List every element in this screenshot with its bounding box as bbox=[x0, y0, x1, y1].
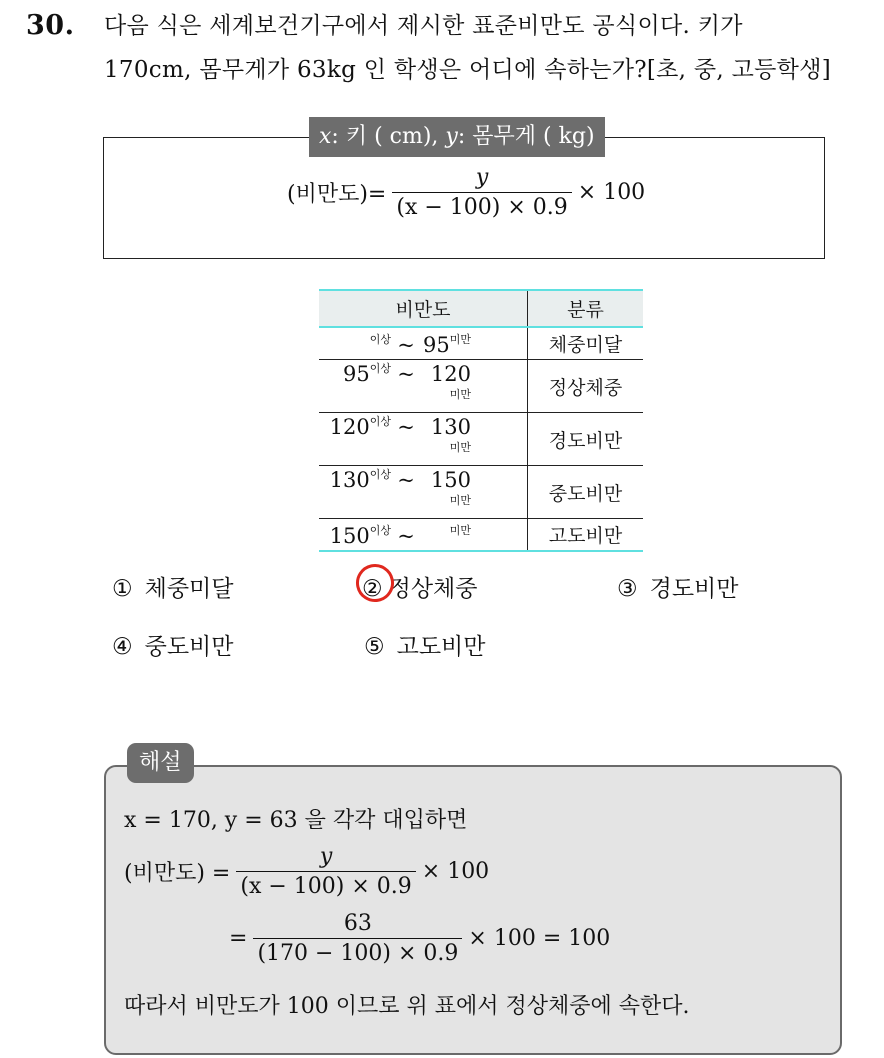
table-row bbox=[319, 519, 643, 552]
range-lower bbox=[319, 331, 391, 357]
explanation-conclusion: 따라서 비만도가 100 이므로 위 표에서 정상체중에 속한다. bbox=[124, 994, 690, 1019]
range-lower-qualifier: 이상 bbox=[369, 332, 391, 346]
choice-1-label: 체중미달 bbox=[144, 576, 234, 602]
bmi-range-cell bbox=[319, 519, 528, 552]
question-text-line2: 170cm, 몸무게가 63kg 인 학생은 어디에 속하는가?[초, 중, 고등학생] bbox=[104, 57, 831, 83]
range-lower-value: 150 bbox=[329, 523, 370, 548]
range-lower-qualifier: 이상 bbox=[369, 362, 391, 375]
step1-lhs: (비만도) = bbox=[124, 861, 231, 887]
range-tilde: ~ bbox=[397, 523, 415, 548]
range-lower-qualifier: 이상 bbox=[369, 523, 391, 537]
step1-denominator: (x − 100) × 0.9 bbox=[236, 871, 415, 898]
category-cell: 정상체중 bbox=[528, 360, 644, 413]
step2-denominator: (170 − 100) × 0.9 bbox=[253, 938, 462, 965]
table-header-row bbox=[319, 290, 643, 327]
range-upper bbox=[421, 415, 471, 465]
formula-lhs: (비만도)= bbox=[287, 182, 387, 208]
formula-variable-label bbox=[309, 117, 605, 157]
bmi-range-cell bbox=[319, 466, 528, 519]
choice-4[interactable] bbox=[112, 628, 234, 661]
choice-2-mark: ② bbox=[362, 576, 383, 602]
range-tilde: ~ bbox=[397, 468, 415, 492]
bmi-classification-table bbox=[319, 289, 643, 552]
explanation-step2 bbox=[229, 912, 610, 965]
choice-4-label: 중도비만 bbox=[144, 634, 234, 660]
range-tilde: ~ bbox=[397, 362, 415, 386]
table-row bbox=[319, 360, 643, 413]
range-tilde: ~ bbox=[397, 332, 415, 357]
choice-3-label: 경도비만 bbox=[649, 576, 739, 602]
range-upper-qualifier: 미만 bbox=[449, 332, 471, 346]
range-tilde: ~ bbox=[397, 415, 415, 439]
choice-4-mark: ④ bbox=[112, 634, 133, 660]
var-x: x bbox=[319, 124, 332, 149]
range-upper-qualifier: 미만 bbox=[449, 494, 471, 507]
range-upper-qualifier: 미만 bbox=[449, 441, 471, 454]
range-upper-qualifier: 미만 bbox=[449, 388, 471, 401]
explanation-substitution: x = 170, y = 63 을 각각 대입하면 bbox=[124, 808, 468, 833]
range-lower-value: 120 bbox=[329, 415, 370, 439]
choice-3[interactable] bbox=[617, 570, 739, 603]
range-upper bbox=[421, 331, 471, 357]
var-y-desc: : 몸무게 ( kg) bbox=[457, 124, 595, 149]
range-lower-value: 130 bbox=[329, 468, 370, 492]
header-category: 분류 bbox=[528, 290, 644, 327]
table-row bbox=[319, 327, 643, 360]
range-lower bbox=[319, 466, 391, 492]
range-lower-value: 95 bbox=[343, 362, 370, 386]
formula-denominator: (x − 100) × 0.9 bbox=[392, 192, 571, 219]
range-upper-qualifier: 미만 bbox=[449, 523, 471, 537]
choice-5-label: 고도비만 bbox=[396, 634, 486, 660]
range-lower-qualifier: 이상 bbox=[369, 468, 391, 481]
explanation-step1 bbox=[124, 845, 489, 898]
table-row bbox=[319, 466, 643, 519]
category-cell: 고도비만 bbox=[528, 519, 644, 552]
choice-1[interactable] bbox=[112, 570, 234, 603]
step2-numerator: 63 bbox=[343, 911, 372, 936]
range-upper bbox=[421, 468, 471, 518]
bmi-range-cell bbox=[319, 360, 528, 413]
range-lower bbox=[319, 413, 391, 439]
step1-numerator: y bbox=[319, 844, 333, 869]
choice-5[interactable] bbox=[364, 628, 486, 661]
range-upper-value: 150 bbox=[430, 468, 471, 492]
range-lower bbox=[319, 522, 391, 548]
step2-fraction bbox=[253, 912, 462, 965]
var-y: y bbox=[445, 124, 458, 149]
range-upper-value: 95 bbox=[423, 332, 450, 357]
step2-tail: × 100 = 100 bbox=[468, 926, 611, 952]
header-bmi: 비만도 bbox=[319, 290, 528, 327]
range-upper bbox=[421, 522, 471, 548]
bmi-formula bbox=[287, 166, 645, 219]
choice-1-mark: ① bbox=[112, 576, 133, 602]
formula-fraction bbox=[392, 166, 571, 219]
step2-eq: = bbox=[229, 926, 248, 952]
explanation-label: 해설 bbox=[127, 743, 194, 783]
question-number: 30. bbox=[26, 10, 75, 41]
range-lower bbox=[319, 360, 391, 386]
step1-fraction bbox=[236, 845, 415, 898]
step1-tail: × 100 bbox=[421, 859, 490, 885]
formula-times: × 100 bbox=[577, 180, 646, 206]
formula-numerator: y bbox=[475, 165, 489, 190]
question-text-line1: 다음 식은 세계보건기구에서 제시한 표준비만도 공식이다. 키가 bbox=[104, 13, 743, 39]
choice-3-mark: ③ bbox=[617, 576, 638, 602]
choice-5-mark: ⑤ bbox=[364, 634, 385, 660]
bmi-range-cell bbox=[319, 327, 528, 360]
range-upper bbox=[421, 362, 471, 412]
range-lower-qualifier: 이상 bbox=[369, 415, 391, 428]
range-upper-value: 130 bbox=[430, 415, 471, 439]
table-row bbox=[319, 413, 643, 466]
category-cell: 경도비만 bbox=[528, 413, 644, 466]
range-upper-value: 120 bbox=[430, 362, 471, 386]
bmi-range-cell bbox=[319, 413, 528, 466]
var-x-desc: : 키 ( cm), bbox=[331, 124, 446, 149]
choice-2-label: 정상체중 bbox=[388, 576, 478, 602]
category-cell: 체중미달 bbox=[528, 327, 644, 360]
category-cell: 중도비만 bbox=[528, 466, 644, 519]
